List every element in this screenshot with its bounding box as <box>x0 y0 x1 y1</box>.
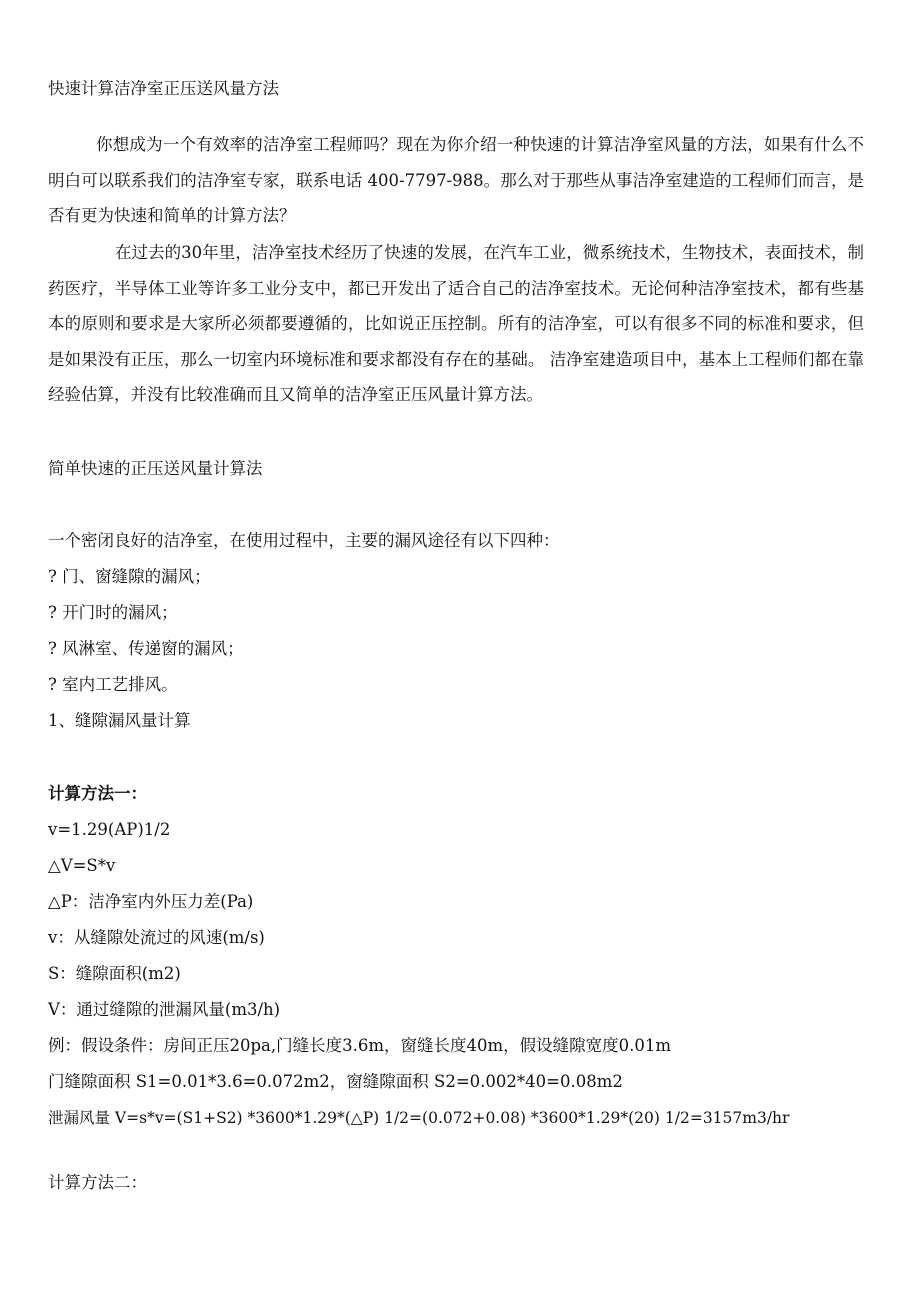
list-item: ? 门、窗缝隙的漏风； <box>48 567 211 586</box>
example-line: 门缝隙面积 S1=0.01*3.6=0.072m2，窗缝隙面积 S2=0.002*40=0.08m2 <box>48 1072 623 1091</box>
definition-line: S：缝隙面积(m2) <box>48 964 181 983</box>
list-item: ? 室内工艺排风。 <box>48 675 178 694</box>
list-item: ? 风淋室、传递窗的漏风； <box>48 639 244 658</box>
list-item: ? 开门时的漏风； <box>48 603 178 622</box>
section-heading: 简单快速的正压送风量计算法 <box>48 459 263 478</box>
definition-line: V：通过缝隙的泄漏风量(m3/h) <box>48 1000 281 1019</box>
method-2-heading: 计算方法二： <box>48 1173 147 1192</box>
leak-intro: 一个密闭良好的洁净室，在使用过程中，主要的漏风途径有以下四种： <box>48 531 560 550</box>
definition-line: △P：洁净室内外压力差(Pa) <box>48 892 254 911</box>
example-line: 泄漏风量 V=s*v=(S1+S2) *3600*1.29*(△P) 1/2=(0.072+0.08) *3600*1.29*(20) 1/2=3157m3/hr <box>48 1109 790 1127</box>
example-line: 例：假设条件：房间正压20pa,门缝长度3.6m，窗缝长度40m，假设缝隙宽度0.01m <box>48 1036 672 1055</box>
formula-line: △V=S*v <box>48 856 116 875</box>
subsection-heading: 1、缝隙漏风量计算 <box>48 711 191 730</box>
method-1-heading: 计算方法一： <box>48 784 147 803</box>
intro-paragraph-2: 在过去的30年里，洁净室技术经历了快速的发展，在汽车工业，微系统技术，生物技术，表面技术，制药医疗，半导体工业等许多工业分支中，都已开发出了适合自己的洁净室技术。无论何种洁净室技术，都有些基本的原则和要求是大家所必须都要遵循的，比如说正压控制。所有的洁净室，可以有很多不同的标准和要求，但是如果没有正压，那么一切室内环境标准和要求都没有存在的基础。 洁净室建造项目中，基本上工程师们都在靠经验估算，并没有比较准确而且又简单的洁净室正压风量计算方法。 <box>48 243 864 404</box>
formula-line: v=1.29(AP)1/2 <box>48 820 171 839</box>
document-title: 快速计算洁净室正压送风量方法 <box>48 79 279 98</box>
definition-line: v：从缝隙处流过的风速(m/s) <box>48 928 265 947</box>
intro-paragraph-1: 你想成为一个有效率的洁净室工程师吗？现在为你介绍一种快速的计算洁净室风量的方法，如果有什么不明白可以联系我们的洁净室专家，联系电话 400-7797-988。那么对于那些从事洁净室建造的工程师们而言，是否有更为快速和简单的计算方法？ <box>48 135 864 225</box>
